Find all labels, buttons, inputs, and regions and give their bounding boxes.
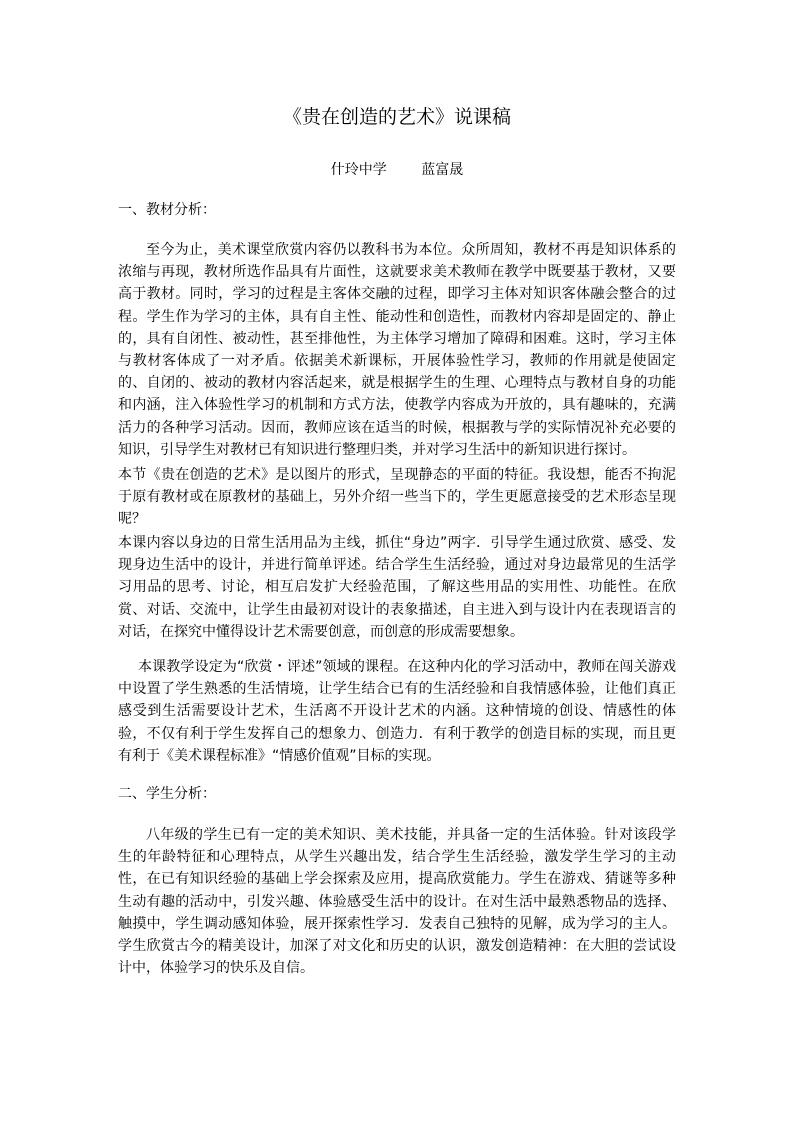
paragraph-student-1: 八年级的学生已有一定的美术知识、美术技能，并具备一定的生活体验。针对该段学生的年龄特征和心理特点，从学生兴趣出发，结合学生生活经验，激发学生学习的主动性，在已有知识经验的基础上学会探索及应用，提高欣赏能力。学生在游戏、猜谜等多种生动有趣的活动中，引发兴趣、体验感受生活中的设计。在对生活中最熟悉物品的选择、触摸中，学生调动感知体验，展开探索性学习．发表自己独特的见解，成为学习的主人。学生欣赏古今的精美设计，加深了对文化和历史的认识，激发创造精神：在大胆的尝试设计中，体验学习的快乐及自信。: [118, 827, 676, 977]
school-name: 什玲中学: [330, 162, 387, 178]
document-title: 《贵在创造的艺术》说课稿: [282, 106, 511, 128]
author-name: 蓝富晟: [421, 162, 464, 178]
paragraph-textbook-3: 本课内容以身边的日常生活用品为主线，抓住“身边”两字．引导学生通过欣赏、感受、发现身边生活中的设计，并进行简单评述。结合学生生活经验，通过对身边最常见的生活学习用品的思考、讨论，相互启发扩大经验范围，了解这些用品的实用性、功能性。在欣赏、对话、交流中，让学生由最初对设计的表象描述，自主进入到与设计内在表现语言的对话，在探究中懂得设计艺术需要创意，而创意的形成需要想象。: [118, 535, 676, 640]
paragraph-textbook-2: 本节《贵在创造的艺术》是以图片的形式，呈现静态的平面的特征。我设想，能否不拘泥于原有教材或在原教材的基础上，另外介绍一些当下的，学生更愿意接受的艺术形态呈现呢？: [118, 467, 676, 528]
author-line: [0, 160, 794, 180]
section-heading-student-analysis: 二、学生分析：: [118, 786, 216, 802]
paragraph-textbook-4: 本课教学设定为“欣赏・评述”领域的课程。在这种内化的学习活动中，教师在闯关游戏中设置了学生熟悉的生活情境，让学生结合已有的生活经验和自我情感体验，让他们真正感受到生活需要设计艺术，生活离不开设计艺术的内涵。这种情境的创设、情感性的体验，不仅有利于学生发挥自己的想象力、创造力．有利于教学的创造目标的实现，而且更有利于《美术课程标准》“情感价值观”目标的实现。: [118, 659, 676, 764]
paragraph-textbook-1: 至今为止，美术课堂欣赏内容仍以教科书为本位。众所周知，教材不再是知识体系的浓缩与再现，教材所选作品具有片面性，这就要求美术教师在教学中既要基于教材，又要高于教材。同时，学习的过程是主客体交融的过程，即学习主体对知识客体融会整合的过程。学生作为学习的主体，具有自主性、能动性和创造性，而教材内容却是固定的、静止的，具有自闭性、被动性，甚至排他性，为主体学习增加了障碍和困难。这时，学习主体与教材客体成了一对矛盾。依据美术新课标，开展体验性学习，教师的作用就是使固定的、自闭的、被动的教材内容活起来，就是根据学生的生理、心理特点与教材自身的功能和内涵，注入体验性学习的机制和方式方法，使教学内容成为开放的，具有趣味的，充满活力的各种学习活动。因而，教师应该在适当的时候，根据教与学的实际情况补充必要的知识，引导学生对教材已有知识进行整理归类，并对学习生活中的新知识进行探讨。: [118, 242, 676, 458]
section-heading-textbook-analysis: 一、教材分析：: [118, 202, 216, 218]
